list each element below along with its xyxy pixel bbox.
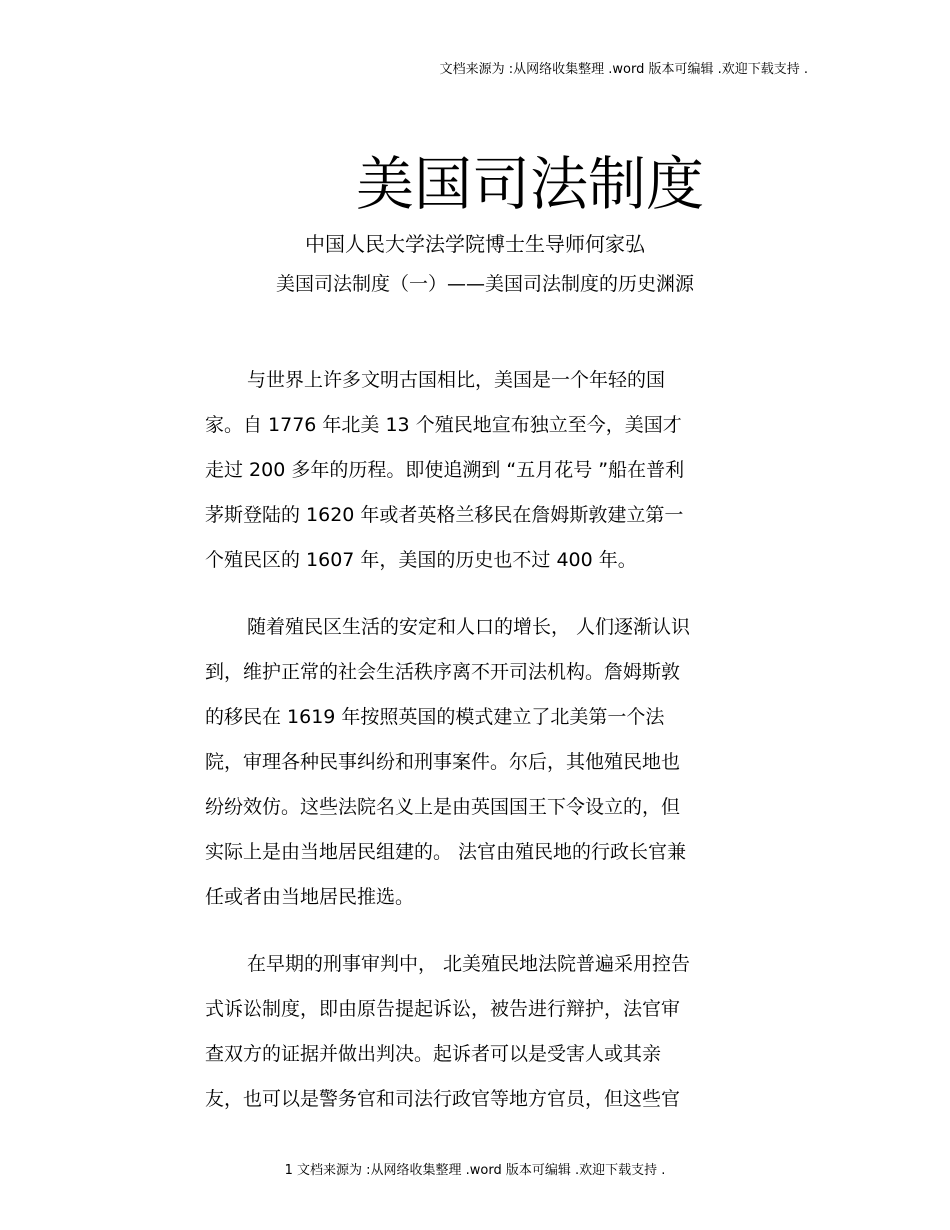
paragraph-line: 任或者由当地居民推选。 — [205, 886, 415, 908]
paragraph-1 — [205, 358, 745, 583]
paragraph-line: 茅斯登陆的 1620 年或者英格兰移民在詹姆斯敦建立第一 — [205, 504, 684, 526]
page-footer-note: 1 文档来源为 :从网络收集整理 .word 版本可编辑 .欢迎下载支持 . — [284, 1163, 666, 1178]
page-header-note: 文档来源为 :从网络收集整理 .word 版本可编辑 .欢迎下载支持 . — [439, 62, 808, 77]
paragraph-2 — [205, 605, 745, 920]
paragraph-line: 在早期的刑事审判中， 北美殖民地法院普遍采用控告 — [247, 953, 691, 975]
paragraph-line: 院，审理各种民事纠纷和刑事案件。尔后，其他殖民地也 — [205, 751, 681, 773]
paragraph-3 — [205, 942, 745, 1122]
paragraph-line: 查双方的证据并做出判决。起诉者可以是受害人或其亲 — [205, 1043, 662, 1065]
section-subtitle: 美国司法制度（一）——美国司法制度的历史渊源 — [275, 273, 694, 295]
paragraph-line: 的移民在 1619 年按照英国的模式建立了北美第一个法 — [205, 706, 665, 728]
paragraph-line: 家。自 1776 年北美 13 个殖民地宣布独立至今，美国才 — [205, 414, 682, 436]
paragraph-line: 式诉讼制度，即由原告提起诉讼，被告进行辩护，法官审 — [205, 998, 681, 1020]
paragraph-line: 走过 200 多年的历程。即使追溯到 “五月花号 ”船在普利 — [205, 459, 685, 481]
paragraph-line: 实际上是由当地居民组建的。 法官由殖民地的行政长官兼 — [205, 841, 687, 863]
paragraph-line: 随着殖民区生活的安定和人口的增长， 人们逐渐认识 — [247, 616, 691, 638]
paragraph-line: 友，也可以是警务官和司法行政官等地方官员，但这些官 — [205, 1088, 681, 1110]
body-text — [205, 358, 745, 1144]
document-title: 美国司法制度 — [355, 150, 704, 218]
paragraph-line: 个殖民区的 1607 年，美国的历史也不过 400 年。 — [205, 549, 637, 571]
paragraph-line: 纷纷效仿。这些法院名义上是由英国国王下令设立的，但 — [205, 796, 681, 818]
author-line: 中国人民大学法学院博士生导师何家弘 — [305, 232, 645, 256]
paragraph-line: 到，维护正常的社会生活秩序离不开司法机构。詹姆斯敦 — [205, 661, 681, 683]
paragraph-line: 与世界上许多文明古国相比，美国是一个年轻的国 — [247, 369, 666, 391]
